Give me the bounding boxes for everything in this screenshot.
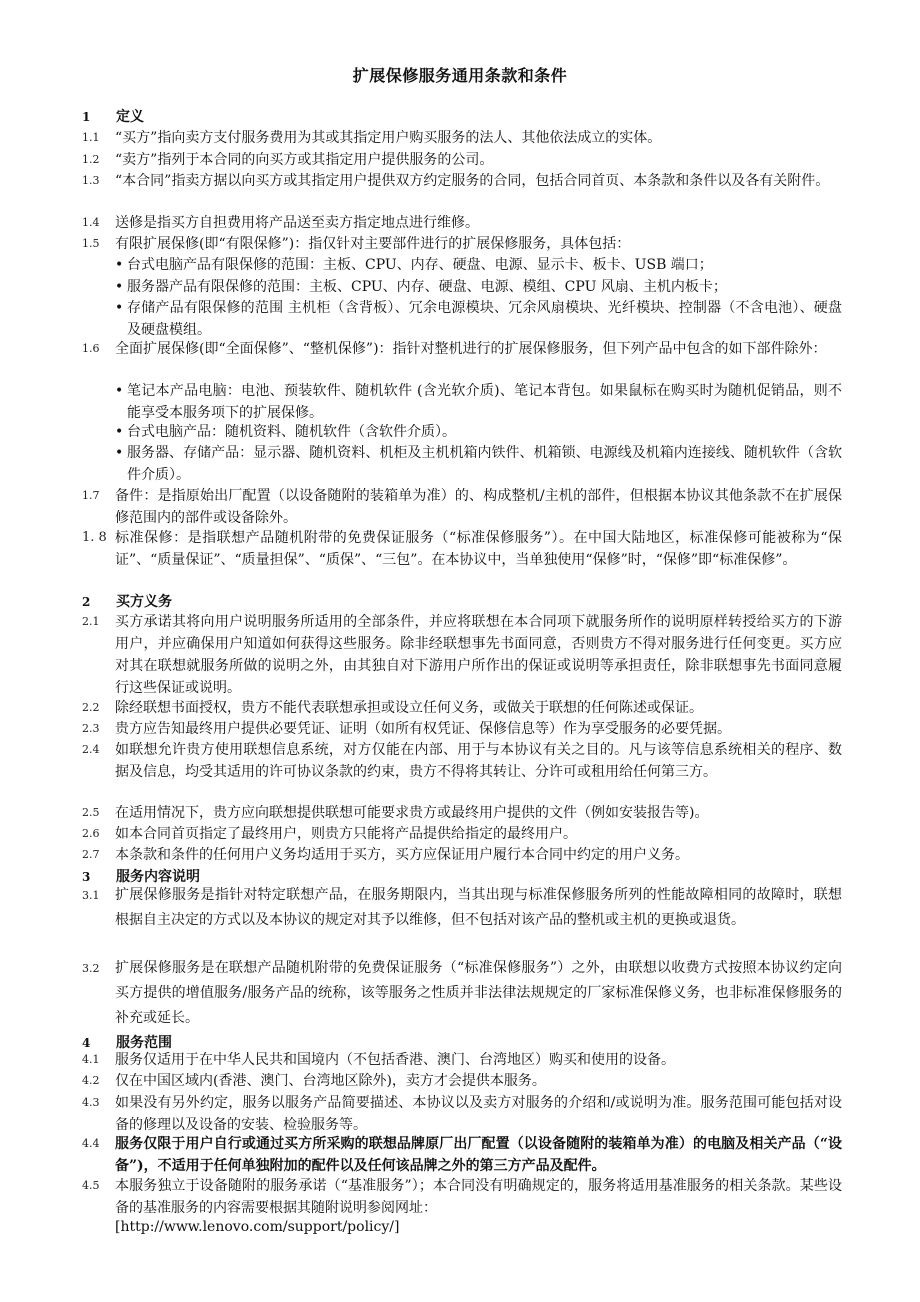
clause-number: 4.4 [82,1137,100,1150]
clause-text: “本合同”指卖方据以向买方或其指定用户提供双方约定服务的合同，包括合同首页、本条款和条件以及各有关附件。 [115,173,830,189]
clause-number: 1.6 [82,342,100,355]
policy-url-text: [http://www.lenovo.com/support/policy/] [115,1219,400,1235]
section-heading-definitions [82,106,842,126]
section-number: 1 [82,110,91,124]
clause-2-7 [82,844,842,866]
clause-number: 1.2 [82,153,100,166]
bullet-text: 服务器、存储产品：显示器、随机资料、机柜及主机机箱内铁件、机箱锁、电源线及机箱内连接线、随机软件（含软件介质）。 [127,445,842,483]
clause-1-8 [82,527,842,571]
bullet-text: 台式电脑产品有限保修的范围：主板、CPU、内存、硬盘、电源、显示卡、板卡、USB 端口； [127,257,713,273]
bullet-item [115,276,842,298]
section-title: 服务内容说明 [116,869,200,885]
clause-4-3 [82,1092,842,1136]
section-title: 定义 [116,109,144,125]
clause-4-2 [82,1070,842,1092]
clause-text: 仅在中国区域内(香港、澳门、台湾地区除外)，卖方才会提供本服务。 [115,1073,546,1089]
clause-number: 1.1 [82,131,100,144]
clause-text: 标准保修：是指联想产品随机附带的免费保证服务（“标准保修服务”）。在中国大陆地区，标准保修可能被称为“保证”、“质量保证”、“质量担保”、“质保”、“三包”。在本协议中，当单独使用“保修”时，“保修”即“标准保修”。 [115,530,842,568]
bullet-marker: • [115,445,124,461]
clause-number: 2.2 [82,701,100,714]
document-title: 扩展保修服务通用条款和条件 [352,66,568,85]
section-title: 服务范围 [116,1035,172,1051]
clause-text: 如本合同首页指定了最终用户，则贵方只能将产品提供给指定的最终用户。 [115,826,577,842]
clause-4-4 [82,1133,842,1177]
clause-number: 1. 8 [82,530,107,545]
clause-1-2 [82,149,842,171]
clause-1-7 [82,485,842,529]
bullet-marker: • [115,424,124,440]
bullet-item [115,380,842,424]
clause-text: 如联想允许贵方使用联想信息系统，对方仅能在内部、用于与本协议有关之目的。凡与该等信息系统相关的程序、数据及信息，均受其适用的许可协议条款的约束，贵方不得将其转让、分许可或租用给任何第三方。 [115,742,842,780]
clause-text: 扩展保修服务是在联想产品随机附带的免费保证服务（“标准保修服务”）之外，由联想以收费方式按照本协议约定向买方提供的增值服务/服务产品的统称，该等服务之性质并非法律法规规定的厂家标准保修义务，也非标准保修服务的补充或延长。 [115,960,842,1026]
clause-text: 如果没有另外约定，服务以服务产品简要描述、本协议以及卖方对服务的介绍和/或说明为准。服务范围可能包括对设备的修理以及设备的安装、检验服务等。 [115,1095,842,1133]
clause-text: 除经联想书面授权，贵方不能代表联想承担或设立任何义务，或做关于联想的任何陈述或保证。 [115,700,703,716]
bullet-item [115,421,842,443]
clause-number: 2.6 [82,827,100,840]
section-title: 买方义务 [116,594,172,610]
clause-1-3 [82,170,842,192]
bullet-text: 台式电脑产品：随机资料、随机软件（含软件介质）。 [127,424,456,440]
clause-1-1 [82,127,842,149]
clause-2-5 [82,802,842,824]
clause-number: 1.5 [82,237,100,250]
clause-number: 3.1 [82,889,100,902]
clause-4-1 [82,1049,842,1071]
clause-text: “卖方”指列于本合同的向买方或其指定用户提供服务的公司。 [115,152,494,168]
clause-text: 在适用情况下，贵方应向联想提供联想可能要求贵方或最终用户提供的文件（例如安装报告等)。 [115,805,709,821]
clause-number: 2.7 [82,848,100,861]
clause-number: 4.5 [82,1179,100,1192]
bullet-item [115,442,842,486]
bullet-text: 服务器产品有限保修的范围：主板、CPU、内存、硬盘、电源、模组、CPU 风扇、主机内板卡； [127,279,727,295]
clause-2-1 [82,611,842,699]
clause-text: 本服务独立于设备随附的服务承诺（“基准服务”）；本合同没有明确规定的，服务将适用基准服务的相关条款。某些设备的基准服务的内容需要根据其随附说明参阅网址： [115,1178,842,1216]
clause-text: 备件：是指原始出厂配置（以设备随附的装箱单为准）的、构成整机/主机的部件，但根据本协议其他条款不在扩展保修范围内的部件或设备除外。 [115,488,842,526]
clause-number: 2.5 [82,806,100,819]
clause-number: 3.2 [82,962,100,975]
clause-number: 1.7 [82,489,100,502]
clause-1-4 [82,212,842,234]
clause-text: 贵方应告知最终用户提供必要凭证、证明（如所有权凭证、保修信息等）作为享受服务的必要凭据。 [115,721,731,737]
clause-number: 2.1 [82,615,100,628]
clause-3-2 [82,956,842,1031]
clause-number: 2.4 [82,743,100,756]
bullet-item [115,297,842,341]
clause-number: 4.1 [82,1053,100,1066]
clause-text: 服务仅适用于在中华人民共和国境内（不包括香港、澳门、台湾地区）购买和使用的设备。 [115,1052,675,1068]
section-number: 4 [82,1036,91,1050]
clause-text: 有限扩展保修(即“有限保修”)：指仅针对主要部件进行的扩展保修服务，具体包括： [115,236,631,252]
bullet-marker: • [115,279,124,295]
clause-text: 全面扩展保修(即“全面保修”、“整机保修”)：指针对整机进行的扩展保修服务，但下列产品中包含的如下部件除外： [115,341,827,357]
clause-number: 1.4 [82,216,100,229]
clause-1-5 [82,233,842,255]
bullet-text: 笔记本产品电脑：电池、预装软件、随机软件 (含光软介质)、笔记本背包。如果鼠标在购买时为随机促销品，则不能享受本服务项下的扩展保修。 [127,383,842,421]
clause-number: 1.3 [82,174,100,187]
section-number: 2 [82,595,91,609]
clause-text: “买方”指向卖方支付服务费用为其或其指定用户购买服务的法人、其他依法成立的实体。 [115,130,662,146]
clause-2-4 [82,739,842,783]
clause-text: 送修是指买方自担费用将产品送至卖方指定地点进行维修。 [115,215,479,231]
clause-2-6 [82,823,842,845]
bullet-marker: • [115,257,124,273]
clause-1-6 [82,338,842,360]
clause-number: 2.3 [82,722,100,735]
clause-text: 服务仅限于用户自行或通过买方所采购的联想品牌原厂出厂配置（以设备随附的装箱单为准）的电脑及相关产品（“设备”)，不适用于任何单独附加的配件以及任何该品牌之外的第三方产品及配件。 [115,1136,842,1174]
bullet-item [115,254,842,276]
bullet-marker: • [115,383,124,399]
bullet-marker: • [115,300,124,316]
clause-3-1 [82,883,842,933]
clause-text: 扩展保修服务是指针对特定联想产品，在服务期限内，当其出现与标准保修服务所列的性能故障相同的故障时，联想根据自主决定的方式以及本协议的规定对其予以维修，但不包括对该产品的整机或主机的更换或退货。 [115,887,842,928]
clause-2-3 [82,718,842,740]
section-number: 3 [82,870,91,884]
clause-number: 4.3 [82,1096,100,1109]
clause-4-5 [82,1175,842,1219]
bullet-text: 存储产品有限保修的范围 主机柜（含背板）、冗余电源模块、冗余风扇模块、光纤模块、控制器（不含电池）、硬盘及硬盘模组。 [127,300,842,338]
section-heading-buyer-obligations [82,591,842,611]
clause-2-2 [82,697,842,719]
clause-text: 买方承诺其将向用户说明服务所适用的全部条件，并应将联想在本合同项下就服务所作的说明原样转授给买方的下游用户，并应确保用户知道如何获得这些服务。除非经联想事先书面同意，否则贵方不得对服务进行任何变更。买方应对其在联想就服务所做的说明之外，由其独自对下游用户所作出的保证或说明等承担责任，除非联想事先书面同意履行这些保证或说明。 [115,614,842,696]
clause-number: 4.2 [82,1074,100,1087]
clause-text: 本条款和条件的任何用户义务均适用于买方，买方应保证用户履行本合同中约定的用户义务。 [115,847,689,863]
